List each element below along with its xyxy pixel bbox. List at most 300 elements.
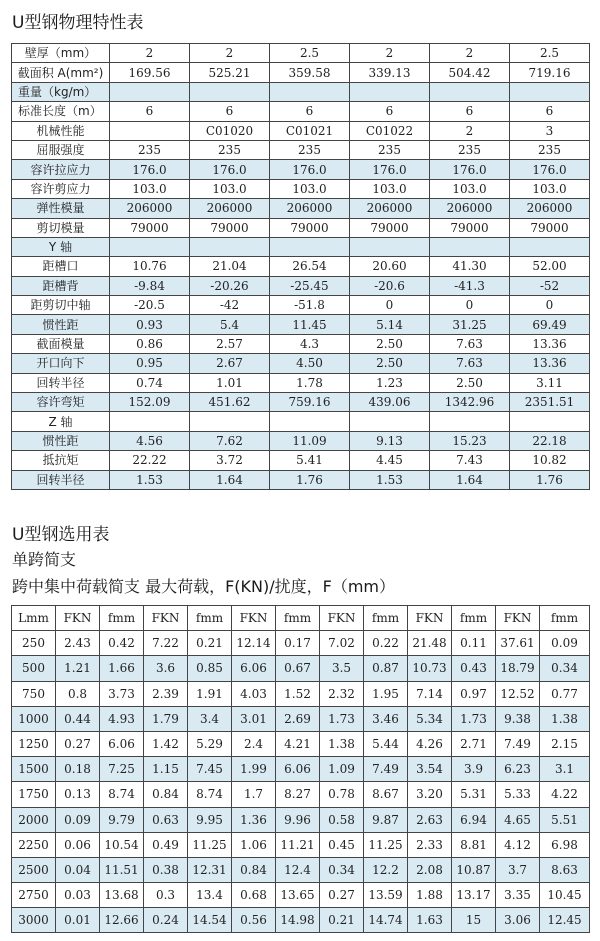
selection-cell: 4.21 <box>276 731 320 756</box>
selection-length-cell: 2250 <box>12 832 56 857</box>
selection-cell: 14.54 <box>188 908 232 933</box>
spec-cell: 2.50 <box>350 334 430 353</box>
spec-cell: 176.0 <box>430 160 510 179</box>
spec-cell: 9.13 <box>350 431 430 450</box>
spec-cell: 103.0 <box>110 179 190 198</box>
spec-cell: 525.21 <box>190 63 270 82</box>
spec-row-label: 回转半径 <box>12 470 110 489</box>
selection-header-cell: FKN <box>232 606 276 631</box>
selection-cell: 0.21 <box>188 631 232 656</box>
spec-row-label: 机械性能 <box>12 121 110 140</box>
selection-cell: 0.34 <box>320 857 364 882</box>
selection-table-caption: 跨中集中荷载简支 最大荷载，F(KN)/扰度，F（mm） <box>12 577 396 596</box>
spec-row-label: 重量（kg/m） <box>12 82 110 101</box>
spec-cell: 176.0 <box>110 160 190 179</box>
selection-cell: 10.87 <box>452 857 496 882</box>
selection-cell: 0.09 <box>540 631 590 656</box>
selection-cell: 0.8 <box>56 681 100 706</box>
spec-row <box>12 296 590 315</box>
selection-header-cell: fmm <box>452 606 496 631</box>
spec-cell: 6 <box>190 102 270 121</box>
selection-cell: 4.93 <box>100 706 144 731</box>
spec-cell: 4.3 <box>270 334 350 353</box>
selection-cell: 8.74 <box>100 782 144 807</box>
selection-length-cell: 3000 <box>12 908 56 933</box>
spec-cell <box>270 412 350 431</box>
spec-cell <box>110 237 190 256</box>
selection-cell: 3.35 <box>496 883 540 908</box>
spec-cell: 2.50 <box>430 373 510 392</box>
spec-row <box>12 140 590 159</box>
spec-row-label: 截面积 A(mm²) <box>12 63 110 82</box>
selection-row <box>12 681 590 706</box>
spec-row <box>12 44 590 63</box>
selection-cell: 10.73 <box>408 656 452 681</box>
spec-cell <box>350 237 430 256</box>
spec-cell: 5.14 <box>350 315 430 334</box>
spec-cell <box>190 237 270 256</box>
spec-cell: 52.00 <box>510 257 590 276</box>
selection-cell: 13.17 <box>452 883 496 908</box>
selection-cell: 8.67 <box>364 782 408 807</box>
spec-cell: 235 <box>510 140 590 159</box>
spec-row <box>12 451 590 470</box>
selection-cell: 0.58 <box>320 807 364 832</box>
selection-cell: 1.06 <box>232 832 276 857</box>
selection-cell: 3.73 <box>100 681 144 706</box>
selection-cell: 6.06 <box>232 656 276 681</box>
selection-cell: 2.71 <box>452 731 496 756</box>
selection-cell: 6.23 <box>496 757 540 782</box>
selection-cell: 4.22 <box>540 782 590 807</box>
spec-cell: 0.74 <box>110 373 190 392</box>
spec-cell: 206000 <box>190 199 270 218</box>
selection-cell: 9.79 <box>100 807 144 832</box>
selection-cell: 0.04 <box>56 857 100 882</box>
spec-cell <box>430 82 510 101</box>
spec-cell: 11.09 <box>270 431 350 450</box>
spec-row-label: 回转半径 <box>12 373 110 392</box>
spec-cell <box>350 82 430 101</box>
selection-cell: 4.65 <box>496 807 540 832</box>
selection-cell: 9.95 <box>188 807 232 832</box>
spec-cell: 69.49 <box>510 315 590 334</box>
spec-row-label: 惯性距 <box>12 315 110 334</box>
selection-cell: 2.08 <box>408 857 452 882</box>
selection-row <box>12 731 590 756</box>
spec-cell: 206000 <box>430 199 510 218</box>
spec-cell: 3 <box>510 121 590 140</box>
spec-cell: 7.63 <box>430 354 510 373</box>
spec-row <box>12 373 590 392</box>
spec-cell: 79000 <box>190 218 270 237</box>
selection-cell: 0.01 <box>56 908 100 933</box>
spec-cell <box>430 237 510 256</box>
selection-cell: 1.99 <box>232 757 276 782</box>
spec-cell: 79000 <box>350 218 430 237</box>
selection-cell: 3.4 <box>188 706 232 731</box>
selection-cell: 0.63 <box>144 807 188 832</box>
spec-cell: 235 <box>350 140 430 159</box>
selection-cell: 7.02 <box>320 631 364 656</box>
spec-cell: 152.09 <box>110 393 190 412</box>
selection-header-cell: FKN <box>144 606 188 631</box>
selection-cell: 0.34 <box>540 656 590 681</box>
spec-cell: -9.84 <box>110 276 190 295</box>
spec-cell: 235 <box>190 140 270 159</box>
selection-cell: 6.94 <box>452 807 496 832</box>
selection-cell: 0.27 <box>320 883 364 908</box>
selection-header-cell: fmm <box>276 606 320 631</box>
selection-cell: 4.26 <box>408 731 452 756</box>
selection-cell: 12.31 <box>188 857 232 882</box>
selection-table-title: U型钢选用表 <box>12 525 110 545</box>
spec-cell: 176.0 <box>190 160 270 179</box>
spec-row <box>12 276 590 295</box>
selection-cell: 5.31 <box>452 782 496 807</box>
spec-cell: 1.23 <box>350 373 430 392</box>
spec-row <box>12 121 590 140</box>
spec-cell: 11.45 <box>270 315 350 334</box>
selection-cell: 3.06 <box>496 908 540 933</box>
spec-cell <box>190 412 270 431</box>
selection-cell: 3.20 <box>408 782 452 807</box>
spec-cell: 176.0 <box>350 160 430 179</box>
spec-cell: 2.5 <box>510 44 590 63</box>
spec-cell: 759.16 <box>270 393 350 412</box>
spec-row-label: 抵抗矩 <box>12 451 110 470</box>
selection-cell: 3.46 <box>364 706 408 731</box>
spec-cell: C01022 <box>350 121 430 140</box>
spec-row-label: 标准长度（m） <box>12 102 110 121</box>
spec-row <box>12 160 590 179</box>
selection-row <box>12 807 590 832</box>
selection-cell: 13.68 <box>100 883 144 908</box>
selection-cell: 1.21 <box>56 656 100 681</box>
selection-cell: 13.65 <box>276 883 320 908</box>
selection-cell: 0.13 <box>56 782 100 807</box>
spec-cell: 31.25 <box>430 315 510 334</box>
spec-cell: C01021 <box>270 121 350 140</box>
spec-row <box>12 82 590 101</box>
selection-header-cell: fmm <box>100 606 144 631</box>
selection-cell: 8.63 <box>540 857 590 882</box>
selection-cell: 14.98 <box>276 908 320 933</box>
spec-cell: 719.16 <box>510 63 590 82</box>
selection-header-cell: Lmm <box>12 606 56 631</box>
spec-cell: 7.43 <box>430 451 510 470</box>
spec-cell: 1.53 <box>350 470 430 489</box>
selection-cell: 0.42 <box>100 631 144 656</box>
spec-cell <box>430 412 510 431</box>
spec-row <box>12 179 590 198</box>
spec-cell: 79000 <box>270 218 350 237</box>
selection-header-cell: fmm <box>364 606 408 631</box>
selection-cell: 1.09 <box>320 757 364 782</box>
spec-cell: 439.06 <box>350 393 430 412</box>
spec-cell: 3.72 <box>190 451 270 470</box>
spec-cell: 1.76 <box>270 470 350 489</box>
selection-cell: 0.17 <box>276 631 320 656</box>
selection-cell: 0.21 <box>320 908 364 933</box>
selection-length-cell: 2750 <box>12 883 56 908</box>
selection-cell: 9.87 <box>364 807 408 832</box>
selection-cell: 3.9 <box>452 757 496 782</box>
selection-cell: 0.09 <box>56 807 100 832</box>
spec-cell: 2 <box>350 44 430 63</box>
selection-cell: 3.5 <box>320 656 364 681</box>
selection-cell: 9.38 <box>496 706 540 731</box>
selection-cell: 9.96 <box>276 807 320 832</box>
selection-row <box>12 857 590 882</box>
spec-cell: 20.60 <box>350 257 430 276</box>
selection-cell: 18.79 <box>496 656 540 681</box>
spec-cell <box>270 82 350 101</box>
selection-cell: 12.45 <box>540 908 590 933</box>
spec-cell: -42 <box>190 296 270 315</box>
spec-cell: 4.50 <box>270 354 350 373</box>
spec-cell: 7.62 <box>190 431 270 450</box>
spec-cell: 2.67 <box>190 354 270 373</box>
selection-cell: 7.14 <box>408 681 452 706</box>
selection-row <box>12 631 590 656</box>
spec-cell: -20.26 <box>190 276 270 295</box>
selection-cell: 1.36 <box>232 807 276 832</box>
spec-cell: 0.93 <box>110 315 190 334</box>
spec-cell: 2 <box>190 44 270 63</box>
selection-cell: 0.24 <box>144 908 188 933</box>
spec-cell: 103.0 <box>270 179 350 198</box>
spec-cell: 1.01 <box>190 373 270 392</box>
selection-cell: 12.2 <box>364 857 408 882</box>
selection-cell: 10.45 <box>540 883 590 908</box>
spec-cell: 6 <box>350 102 430 121</box>
selection-cell: 2.32 <box>320 681 364 706</box>
selection-cell: 6.06 <box>276 757 320 782</box>
spec-cell: 5.41 <box>270 451 350 470</box>
selection-cell: 0.84 <box>232 857 276 882</box>
spec-row-label: 惯性距 <box>12 431 110 450</box>
selection-cell: 1.66 <box>100 656 144 681</box>
selection-cell: 0.38 <box>144 857 188 882</box>
selection-row <box>12 706 590 731</box>
spec-cell: 206000 <box>350 199 430 218</box>
selection-cell: 8.27 <box>276 782 320 807</box>
selection-cell: 0.68 <box>232 883 276 908</box>
spec-cell: 103.0 <box>510 179 590 198</box>
selection-cell: 13.4 <box>188 883 232 908</box>
spec-cell: 1.64 <box>430 470 510 489</box>
selection-header-cell: FKN <box>320 606 364 631</box>
selection-cell: 0.78 <box>320 782 364 807</box>
selection-cell: 7.45 <box>188 757 232 782</box>
selection-cell: 8.74 <box>188 782 232 807</box>
selection-cell: 12.52 <box>496 681 540 706</box>
spec-cell: -41.3 <box>430 276 510 295</box>
selection-cell: 4.12 <box>496 832 540 857</box>
spec-cell <box>510 82 590 101</box>
spec-cell: 15.23 <box>430 431 510 450</box>
spec-cell: -51.8 <box>270 296 350 315</box>
selection-table-subtitle: 单跨简支 <box>12 550 77 569</box>
selection-length-cell: 500 <box>12 656 56 681</box>
selection-cell: 12.4 <box>276 857 320 882</box>
spec-cell: 206000 <box>270 199 350 218</box>
spec-cell: 359.58 <box>270 63 350 82</box>
selection-cell: 14.74 <box>364 908 408 933</box>
selection-cell: 2.33 <box>408 832 452 857</box>
spec-row-label: Z 轴 <box>12 412 110 431</box>
spec-cell: 2.57 <box>190 334 270 353</box>
spec-row-label: 容许剪应力 <box>12 179 110 198</box>
spec-cell: 0 <box>430 296 510 315</box>
selection-cell: 10.54 <box>100 832 144 857</box>
selection-cell: 0.43 <box>452 656 496 681</box>
spec-row-label: 壁厚（mm） <box>12 44 110 63</box>
spec-cell: 10.82 <box>510 451 590 470</box>
selection-cell: 0.84 <box>144 782 188 807</box>
selection-cell: 3.6 <box>144 656 188 681</box>
spec-cell: 6 <box>430 102 510 121</box>
selection-cell: 0.22 <box>364 631 408 656</box>
selection-cell: 3.54 <box>408 757 452 782</box>
selection-cell: 0.87 <box>364 656 408 681</box>
selection-header-cell: FKN <box>56 606 100 631</box>
spec-cell: -20.6 <box>350 276 430 295</box>
spec-row <box>12 102 590 121</box>
spec-cell: 26.54 <box>270 257 350 276</box>
spec-cell: 169.56 <box>110 63 190 82</box>
selection-cell: 11.21 <box>276 832 320 857</box>
selection-cell: 1.88 <box>408 883 452 908</box>
spec-cell <box>110 121 190 140</box>
spec-row-label: 截面模量 <box>12 334 110 353</box>
selection-cell: 1.95 <box>364 681 408 706</box>
selection-cell: 5.29 <box>188 731 232 756</box>
spec-cell: 1.53 <box>110 470 190 489</box>
spec-cell: 0.95 <box>110 354 190 373</box>
selection-row <box>12 832 590 857</box>
selection-cell: 2.39 <box>144 681 188 706</box>
selection-cell: 0.11 <box>452 631 496 656</box>
spec-cell: 103.0 <box>190 179 270 198</box>
selection-cell: 6.98 <box>540 832 590 857</box>
spec-row-label: 弹性模量 <box>12 199 110 218</box>
selection-cell: 1.79 <box>144 706 188 731</box>
spec-row <box>12 63 590 82</box>
spec-cell: 339.13 <box>350 63 430 82</box>
selection-cell: 15 <box>452 908 496 933</box>
spec-cell: 22.22 <box>110 451 190 470</box>
spec-cell: 1.78 <box>270 373 350 392</box>
selection-cell: 7.49 <box>364 757 408 782</box>
selection-cell: 7.25 <box>100 757 144 782</box>
selection-cell: 0.06 <box>56 832 100 857</box>
spec-table-title: U型钢物理特性表 <box>12 13 144 33</box>
spec-cell: -52 <box>510 276 590 295</box>
selection-row <box>12 656 590 681</box>
selection-cell: 8.81 <box>452 832 496 857</box>
spec-cell <box>270 237 350 256</box>
selection-cell: 5.34 <box>408 706 452 731</box>
spec-row <box>12 393 590 412</box>
spec-row-label: 距槽背 <box>12 276 110 295</box>
selection-cell: 0.77 <box>540 681 590 706</box>
spec-cell: 4.45 <box>350 451 430 470</box>
selection-cell: 1.73 <box>452 706 496 731</box>
spec-cell: 13.36 <box>510 334 590 353</box>
selection-cell: 0.85 <box>188 656 232 681</box>
spec-cell: 0.86 <box>110 334 190 353</box>
spec-cell <box>190 82 270 101</box>
selection-cell: 6.06 <box>100 731 144 756</box>
selection-cell: 2.69 <box>276 706 320 731</box>
selection-header-cell: FKN <box>408 606 452 631</box>
spec-cell <box>510 412 590 431</box>
spec-row <box>12 354 590 373</box>
spec-table <box>11 43 590 490</box>
selection-cell: 1.38 <box>540 706 590 731</box>
spec-cell: 1342.96 <box>430 393 510 412</box>
spec-cell: 4.56 <box>110 431 190 450</box>
spec-cell: 206000 <box>110 199 190 218</box>
spec-row <box>12 218 590 237</box>
spec-row-label: 容许拉应力 <box>12 160 110 179</box>
selection-cell: 21.48 <box>408 631 452 656</box>
selection-length-cell: 250 <box>12 631 56 656</box>
selection-cell: 11.25 <box>188 832 232 857</box>
spec-cell: 2.5 <box>270 44 350 63</box>
selection-cell: 3.7 <box>496 857 540 882</box>
selection-cell: 0.97 <box>452 681 496 706</box>
selection-length-cell: 1500 <box>12 757 56 782</box>
spec-row-label: Y 轴 <box>12 237 110 256</box>
selection-row <box>12 782 590 807</box>
selection-cell: 2.15 <box>540 731 590 756</box>
spec-cell: 41.30 <box>430 257 510 276</box>
selection-cell: 3.01 <box>232 706 276 731</box>
selection-row <box>12 883 590 908</box>
spec-cell: 2 <box>430 121 510 140</box>
spec-cell: 206000 <box>510 199 590 218</box>
spec-cell: 0 <box>350 296 430 315</box>
spec-cell: 176.0 <box>510 160 590 179</box>
selection-length-cell: 1250 <box>12 731 56 756</box>
selection-cell: 1.73 <box>320 706 364 731</box>
selection-cell: 7.22 <box>144 631 188 656</box>
spec-row-label: 屈服强度 <box>12 140 110 159</box>
selection-header-cell: fmm <box>188 606 232 631</box>
spec-cell: 176.0 <box>270 160 350 179</box>
spec-cell: 22.18 <box>510 431 590 450</box>
selection-cell: 1.91 <box>188 681 232 706</box>
spec-row <box>12 199 590 218</box>
selection-cell: 0.3 <box>144 883 188 908</box>
selection-cell: 1.38 <box>320 731 364 756</box>
spec-row <box>12 257 590 276</box>
selection-cell: 0.67 <box>276 656 320 681</box>
spec-cell: 79000 <box>510 218 590 237</box>
spec-cell: 5.4 <box>190 315 270 334</box>
selection-cell: 2.63 <box>408 807 452 832</box>
spec-cell: 79000 <box>110 218 190 237</box>
selection-cell: 5.33 <box>496 782 540 807</box>
spec-row <box>12 470 590 489</box>
selection-length-cell: 750 <box>12 681 56 706</box>
spec-cell <box>110 412 190 431</box>
spec-cell: 2 <box>430 44 510 63</box>
spec-cell: 235 <box>110 140 190 159</box>
